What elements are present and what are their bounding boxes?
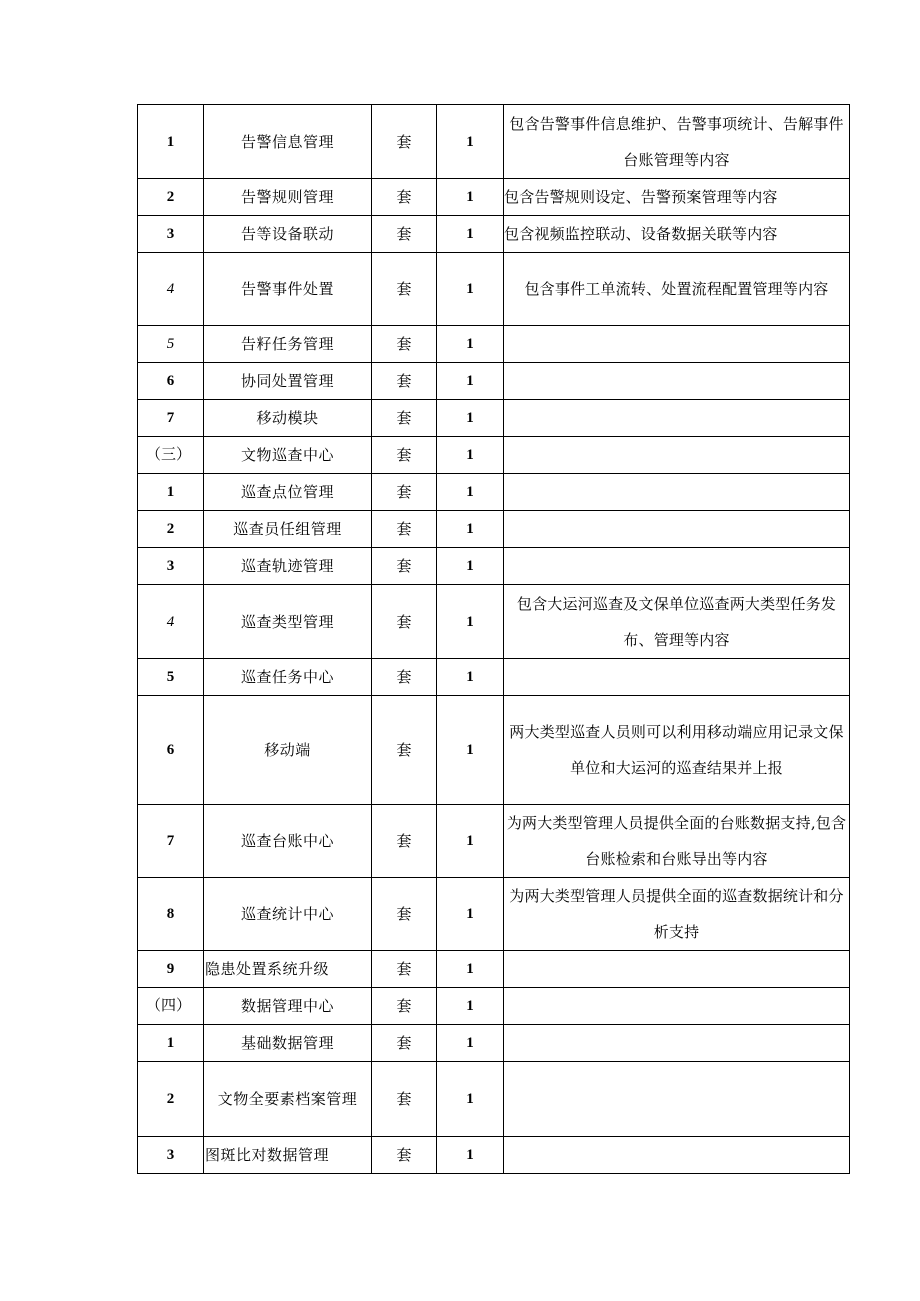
row-qty: 1 <box>437 179 504 216</box>
row-desc: 为两大类型管理人员提供全面的巡查数据统计和分析支持 <box>504 878 850 951</box>
item-table <box>137 104 850 1174</box>
row-name: 告籽任务管理 <box>204 326 372 363</box>
row-index: 3 <box>138 216 204 253</box>
row-qty: 1 <box>437 585 504 659</box>
table-row <box>138 400 850 437</box>
table-row <box>138 253 850 326</box>
row-name: 移动端 <box>204 696 372 805</box>
row-desc <box>504 400 850 437</box>
row-index: 9 <box>138 951 204 988</box>
row-qty: 1 <box>437 878 504 951</box>
section-title: 文物巡查中心 <box>204 437 372 474</box>
row-unit: 套 <box>372 696 437 805</box>
row-name: 告等设备联动 <box>204 216 372 253</box>
row-desc: 包含大运河巡查及文保单位巡查两大类型任务发布、管理等内容 <box>504 585 850 659</box>
row-desc <box>504 1062 850 1137</box>
row-name: 基础数据管理 <box>204 1025 372 1062</box>
row-qty: 1 <box>437 511 504 548</box>
row-qty: 1 <box>437 474 504 511</box>
row-unit: 套 <box>372 878 437 951</box>
section-title: 数据管理中心 <box>204 988 372 1025</box>
row-desc <box>504 1025 850 1062</box>
row-index: 3 <box>138 548 204 585</box>
row-name: 告警规则管理 <box>204 179 372 216</box>
row-desc: 包含事件工单流转、处置流程配置管理等内容 <box>504 253 850 326</box>
row-name: 巡查员任组管理 <box>204 511 372 548</box>
row-desc <box>504 548 850 585</box>
table-row <box>138 805 850 878</box>
row-qty: 1 <box>437 1137 504 1174</box>
table-row <box>138 696 850 805</box>
section-row <box>138 437 850 474</box>
row-index: 4 <box>138 585 204 659</box>
row-qty: 1 <box>437 326 504 363</box>
row-desc <box>504 511 850 548</box>
row-desc: 包含告警事件信息维护、告警事项统计、告解事件台账管理等内容 <box>504 105 850 179</box>
row-index: 2 <box>138 179 204 216</box>
row-name: 协同处置管理 <box>204 363 372 400</box>
row-unit: 套 <box>372 659 437 696</box>
row-unit: 套 <box>372 805 437 878</box>
table-row <box>138 105 850 179</box>
table-row <box>138 878 850 951</box>
row-qty: 1 <box>437 400 504 437</box>
section-index: （三） <box>138 437 204 474</box>
row-name: 隐患处置系统升级 <box>204 951 372 988</box>
row-desc: 包含告警规则设定、告警预案管理等内容 <box>504 179 850 216</box>
row-unit: 套 <box>372 179 437 216</box>
row-qty: 1 <box>437 1062 504 1137</box>
row-qty: 1 <box>437 805 504 878</box>
table-row <box>138 326 850 363</box>
row-index: 5 <box>138 326 204 363</box>
row-index: 6 <box>138 363 204 400</box>
row-index: 2 <box>138 511 204 548</box>
table-row <box>138 1062 850 1137</box>
row-qty: 1 <box>437 216 504 253</box>
row-desc <box>504 474 850 511</box>
row-qty: 1 <box>437 1025 504 1062</box>
row-unit: 套 <box>372 511 437 548</box>
table-row <box>138 659 850 696</box>
row-index: 2 <box>138 1062 204 1137</box>
row-unit: 套 <box>372 400 437 437</box>
row-qty: 1 <box>437 951 504 988</box>
row-desc <box>504 437 850 474</box>
row-unit: 套 <box>372 1025 437 1062</box>
row-desc <box>504 988 850 1025</box>
row-name: 告警事件处置 <box>204 253 372 326</box>
row-index: 4 <box>138 253 204 326</box>
row-qty: 1 <box>437 659 504 696</box>
table-row <box>138 548 850 585</box>
row-index: 8 <box>138 878 204 951</box>
row-unit: 套 <box>372 585 437 659</box>
row-unit: 套 <box>372 326 437 363</box>
row-name: 告警信息管理 <box>204 105 372 179</box>
table-row <box>138 511 850 548</box>
row-unit: 套 <box>372 1137 437 1174</box>
row-name: 巡查点位管理 <box>204 474 372 511</box>
row-name: 巡查任务中心 <box>204 659 372 696</box>
row-desc <box>504 1137 850 1174</box>
row-unit: 套 <box>372 548 437 585</box>
row-index: 1 <box>138 1025 204 1062</box>
table-row <box>138 1025 850 1062</box>
row-qty: 1 <box>437 988 504 1025</box>
row-unit: 套 <box>372 105 437 179</box>
row-unit: 套 <box>372 216 437 253</box>
row-desc <box>504 951 850 988</box>
table-row <box>138 474 850 511</box>
row-desc <box>504 363 850 400</box>
row-qty: 1 <box>437 105 504 179</box>
row-unit: 套 <box>372 437 437 474</box>
row-index: 7 <box>138 805 204 878</box>
table-row <box>138 585 850 659</box>
row-unit: 套 <box>372 474 437 511</box>
row-qty: 1 <box>437 253 504 326</box>
row-index: 3 <box>138 1137 204 1174</box>
row-qty: 1 <box>437 696 504 805</box>
row-unit: 套 <box>372 1062 437 1137</box>
row-desc <box>504 326 850 363</box>
row-unit: 套 <box>372 988 437 1025</box>
row-desc <box>504 659 850 696</box>
row-name: 巡查台账中心 <box>204 805 372 878</box>
row-unit: 套 <box>372 951 437 988</box>
table-row <box>138 216 850 253</box>
table-row <box>138 951 850 988</box>
row-index: 1 <box>138 105 204 179</box>
row-qty: 1 <box>437 548 504 585</box>
row-desc: 两大类型巡查人员则可以利用移动端应用记录文保单位和大运河的巡查结果并上报 <box>504 696 850 805</box>
table-row <box>138 363 850 400</box>
row-unit: 套 <box>372 253 437 326</box>
row-index: 6 <box>138 696 204 805</box>
row-qty: 1 <box>437 363 504 400</box>
row-desc: 为两大类型管理人员提供全面的台账数据支持,包含台账检索和台账导出等内容 <box>504 805 850 878</box>
row-qty: 1 <box>437 437 504 474</box>
row-unit: 套 <box>372 363 437 400</box>
row-name: 巡查统计中心 <box>204 878 372 951</box>
table-row <box>138 1137 850 1174</box>
row-name: 图斑比对数据管理 <box>204 1137 372 1174</box>
section-index: （四） <box>138 988 204 1025</box>
row-index: 1 <box>138 474 204 511</box>
section-row <box>138 988 850 1025</box>
row-name: 巡查类型管理 <box>204 585 372 659</box>
table-row <box>138 179 850 216</box>
row-name: 移动模块 <box>204 400 372 437</box>
row-index: 5 <box>138 659 204 696</box>
row-index: 7 <box>138 400 204 437</box>
row-name: 文物全要素档案管理 <box>204 1062 372 1137</box>
row-desc: 包含视频监控联动、设备数据关联等内容 <box>504 216 850 253</box>
row-name: 巡查轨迹管理 <box>204 548 372 585</box>
